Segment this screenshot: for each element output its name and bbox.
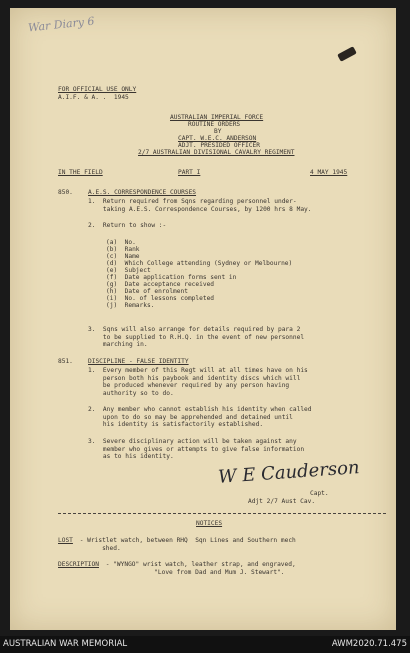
ink-blot xyxy=(337,46,357,62)
order-850-list-item: (i) No. of lessons completed xyxy=(106,295,215,302)
archive-footer xyxy=(0,636,410,653)
location-field: IN THE FIELD xyxy=(58,169,103,176)
officer-role: ADJT. PRESIDED OFFICER xyxy=(178,142,260,149)
order-850-list-item: (e) Subject xyxy=(106,267,151,274)
lost-label: LOST xyxy=(58,537,73,544)
order-851-item-2: 2. Any member who cannot establish his identity when called upon to do so may be apprehended and detained until his identity is satisfactorily established. xyxy=(88,406,312,428)
order-850-list-item: (g) Date acceptance received xyxy=(106,281,215,288)
signature-role: Adjt 2/7 Aust Cav. xyxy=(248,498,316,505)
order-851-heading: DISCIPLINE - FALSE IDENTITY xyxy=(88,358,189,365)
part-label: PART I xyxy=(178,169,201,176)
description-label: DESCRIPTION xyxy=(58,561,99,568)
order-850-list-item: (d) Which College attending (Sydney or Melbourne) xyxy=(106,260,293,267)
orders-by: BY xyxy=(214,128,222,135)
order-850-item-1: 1. Return required from Sqns regarding personnel under- taking A.E.S. Correspondence Courses, by 1200 hrs 8 May. xyxy=(88,198,312,213)
signature-rank: Capt. xyxy=(310,490,329,497)
orders-title: ROUTINE ORDERS xyxy=(188,121,241,128)
pencil-annotation: War Diary 6 xyxy=(27,14,96,35)
classification-line: FOR OFFICIAL USE ONLY xyxy=(58,86,137,93)
section-divider xyxy=(58,513,386,514)
order-850-list-item: (f) Date application forms sent in xyxy=(106,274,237,281)
order-850-item-2: 2. Return to show :- xyxy=(88,222,167,229)
order-850-list-item: (c) Name xyxy=(106,253,140,260)
order-851-item-1: 1. Every member of this Regt will at all times have on his person both his paybook and identity discs which will be produced whenever required by any person having authority so to do. xyxy=(88,367,308,397)
classification-sub-line: A.I.F. & A. . 1945 xyxy=(58,94,129,101)
order-850-heading: A.E.S. CORRESPONDENCE COURSES xyxy=(88,189,197,196)
footer-institution: AUSTRALIAN WAR MEMORIAL xyxy=(3,639,128,649)
order-850-list-item: (a) No. xyxy=(106,239,136,246)
order-date: 4 MAY 1945 xyxy=(310,169,348,176)
order-851-number: 851. xyxy=(58,358,73,365)
description-text: - "WYNGO" wrist watch, leather strap, and engraved, "Love from Dad and Mum J. Stewart". xyxy=(105,561,296,576)
unit-name: 2/7 AUSTRALIAN DIVISIONAL CAVALRY REGIMENT xyxy=(138,149,295,156)
force-title: AUSTRALIAN IMPERIAL FORCE xyxy=(170,114,264,121)
signature-scrawl: W E Cauderson xyxy=(217,457,361,488)
lost-text: - Wristlet watch, between RHQ Sqn Lines and Southern mech shed. xyxy=(79,537,296,552)
officer-name: CAPT. W.E.C. ANDERSON xyxy=(178,135,257,142)
order-850-list-item: (j) Remarks. xyxy=(106,302,155,309)
order-851-item-3: 3. Severe disciplinary action will be taken against any member who gives or attempts to give false information as to his identity. xyxy=(88,438,305,460)
document-page xyxy=(10,8,396,630)
order-850-number: 850. xyxy=(58,189,73,196)
order-850-list-item: (b) Rank xyxy=(106,246,140,253)
order-850-item-3: 3. Sqns will also arrange for details required by para 2 to be supplied to R.H.Q. in the event of new personnel marching in. xyxy=(88,326,305,348)
footer-catalog-id: AWM2020.71.475 xyxy=(331,639,407,649)
order-850-list-item: (h) Date of enrolment xyxy=(106,288,188,295)
notices-heading: NOTICES xyxy=(196,520,223,527)
